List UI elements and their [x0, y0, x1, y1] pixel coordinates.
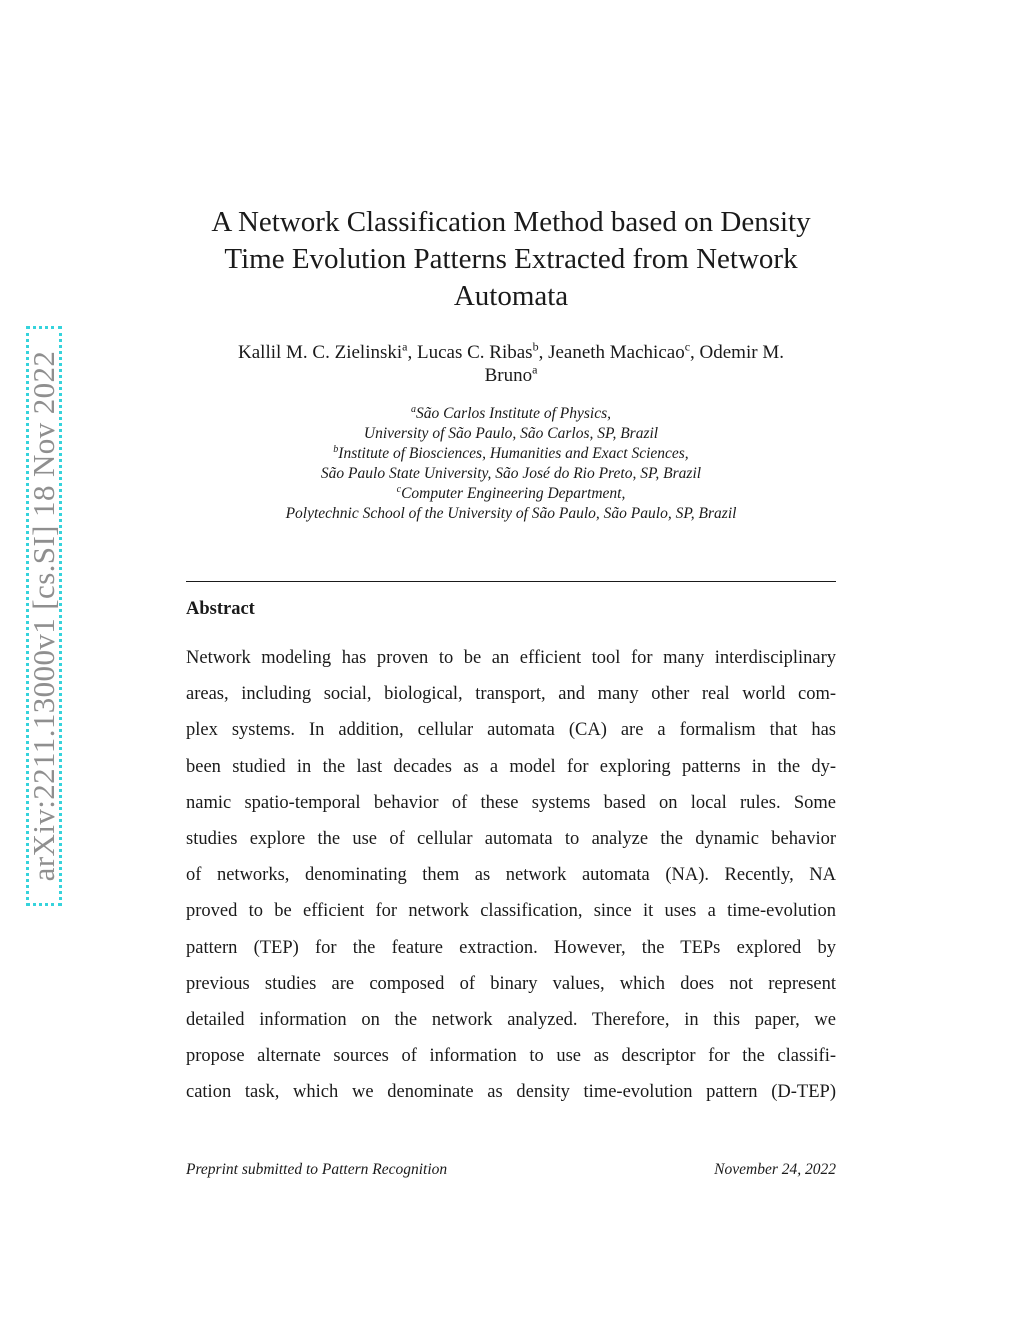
abstract-divider [186, 581, 836, 582]
affiliation-list [186, 404, 836, 524]
affiliation-mark: c [396, 483, 402, 495]
author-affiliation-mark: b [532, 339, 539, 354]
author-name: Lucas C. Ribas [416, 342, 533, 363]
abstract-line: detailed information on the network analyzed. Therefore, in this paper, we [186, 1009, 836, 1030]
author-name: Kallil M. C. Zielinski [238, 342, 403, 363]
title-line: Automata [453, 280, 569, 312]
affiliation-line [186, 444, 836, 464]
author-list [186, 341, 836, 387]
affiliation-text: Institute of Biosciences, Humanities and Exact Sciences, [338, 445, 689, 462]
affiliation-text: São Carlos Institute of Physics, [415, 405, 612, 422]
footer-preprint-note: Preprint submitted to Pattern Recognition [186, 1161, 448, 1178]
affiliation-mark: b [333, 443, 339, 455]
author-separator: , [690, 342, 700, 363]
title-line: Time Evolution Patterns Extracted from Network [224, 243, 798, 275]
abstract-line: of networks, denominating them as network automata (NA). Recently, NA [186, 865, 836, 886]
author-affiliation-mark: a [532, 362, 538, 377]
abstract-line: previous studies are composed of binary values, which does not represent [186, 973, 836, 994]
abstract-line: areas, including social, biological, transport, and many other real world com- [186, 684, 836, 705]
affiliation-line: São Paulo State University, São José do Rio Preto, SP, Brazil [320, 465, 702, 482]
affiliation-text: Computer Engineering Department, [401, 485, 626, 502]
abstract-line: plex systems. In addition, cellular automata (CA) are a formalism that has [186, 720, 836, 741]
author-affiliation-mark: a [402, 339, 408, 354]
abstract-line: pattern (TEP) for the feature extraction. However, the TEPs explored by [186, 937, 836, 958]
arxiv-stamp [26, 326, 62, 906]
abstract-line: studies explore the use of cellular automata to analyze the dynamic behavior [186, 828, 836, 849]
abstract-line: proved to be efficient for network classification, since it uses a time-evolution [186, 901, 836, 922]
abstract-line: namic spatio-temporal behavior of these systems based on local rules. Some [186, 792, 836, 813]
author-line [186, 341, 836, 364]
title-line: A Network Classification Method based on Density [211, 206, 811, 238]
author-separator: , [407, 342, 417, 363]
author-name: Jeaneth Machicao [548, 342, 685, 363]
author-affiliation-mark: c [684, 339, 691, 354]
abstract-line: cation task, which we denominate as density time-evolution pattern (D-TEP) [186, 1082, 836, 1103]
affiliation-line [186, 404, 836, 424]
abstract-line: been studied in the last decades as a model for exploring patterns in the dy- [186, 756, 836, 777]
abstract-line: Network modeling has proven to be an efficient tool for many interdisciplinary [186, 648, 836, 668]
author-line [186, 364, 836, 387]
author-separator: , [538, 342, 549, 363]
abstract-heading: Abstract [186, 599, 255, 619]
affiliation-mark: a [410, 403, 416, 415]
author-name: Odemir M. [699, 342, 784, 363]
affiliation-line: Polytechnic School of the University of São Paulo, São Paulo, SP, Brazil [285, 505, 737, 522]
author-name: Bruno [484, 365, 533, 386]
paper-title [186, 204, 836, 315]
affiliation-line: University of São Paulo, São Carlos, SP, Brazil [363, 425, 659, 442]
arxiv-id: arXiv:2211.13000v1 [cs.SI] 18 Nov 2022 [26, 350, 61, 882]
abstract-line: propose alternate sources of information to use as descriptor for the classifi- [186, 1046, 836, 1067]
abstract-body [186, 640, 836, 1110]
affiliation-line [186, 484, 836, 504]
footer-date: November 24, 2022 [714, 1161, 836, 1178]
